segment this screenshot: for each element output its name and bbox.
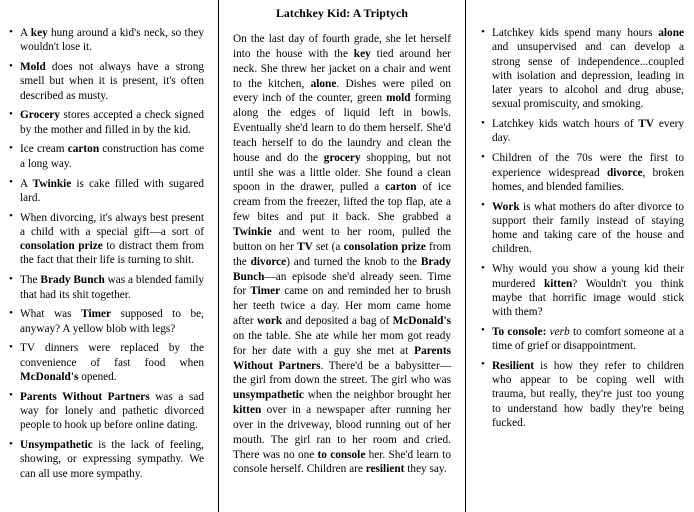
list-item: • Why would you show a young kid their murdered kitten? Wouldn't you think maybe that horrific image would stick with them? xyxy=(480,262,684,319)
right-column xyxy=(466,0,694,512)
list-item: • When divorcing, it's always best present a child with a special gift—a sort of consolation prize to distract them from the fact that their life is turning to shit. xyxy=(8,211,204,268)
list-item: • Parents Without Partners was a sad way for lonely and pathetic divorced people to hook up before online dating. xyxy=(8,390,204,433)
list-item: • What was Timer supposed to be, anyway? A yellow blob with legs? xyxy=(8,307,204,336)
list-item: • Children of the 70s were the first to experience widespread divorce, broken homes, and blended families. xyxy=(480,151,684,194)
list-item: • A Twinkie is cake filled with sugared lard. xyxy=(8,177,204,206)
list-item: • Mold does not always have a strong smell but when it is present, it's often described as musty. xyxy=(8,60,204,103)
left-bullet-list xyxy=(8,26,204,481)
list-item: • To console: verb to comfort someone at a time of grief or disappointment. xyxy=(480,325,684,354)
list-item: • Ice cream carton construction has come a long way. xyxy=(8,142,204,171)
center-column xyxy=(218,0,466,512)
list-item: • Latchkey kids watch hours of TV every day. xyxy=(480,117,684,146)
list-item: • Resilient is how they refer to children who appear to be coping well with trauma, but really, they're just too young to understand how badly they're being fucked. xyxy=(480,359,684,430)
list-item: • The Brady Bunch was a blended family that had its shit together. xyxy=(8,273,204,302)
list-item: • Work is what mothers do after divorce to support their family instead of staying home and taking care of the house and children. xyxy=(480,200,684,257)
page-title: Latchkey Kid: A Triptych xyxy=(275,6,409,20)
list-item: • TV dinners were replaced by the convenience of fast food when McDonald's opened. xyxy=(8,341,204,384)
list-item: • Unsympathetic is the lack of feeling, showing, or expressing sympathy. We can all use more sympathy. xyxy=(8,438,204,481)
right-bullet-list xyxy=(480,26,684,430)
story-paragraph: On the last day of fourth grade, she let herself into the house with the key tied around her neck. She threw her jacket on a chair and went to the kitchen, alone. Dishes were piled on every inch of the counter, green mold forming along the edges of liquid left in bowls. Eventually she'd learn to do them herself. She'd teach herself to do the laundry and clean the house and do the grocery shopping, but not until she was a little older. She found a clean spoon in the drawer, pulled a carton of ice cream from the freezer, lifted the top flap, ate a few bites and put it back. She grabbed a Twinkie and went to her room, pulled the button on her TV set (a consolation prize from the divorce) and turned the knob to the Brady Bunch—an episode she'd already seen. Time for Timer came on and reminded her to brush her teeth twice a day. Her mom came home after work and deposited a bag of McDonald's on the table. She ate while her mom got ready for her date with a guy she met at Parents Without Partners. There'd be a babysitter—the girl from down the street. The girl who was unsympathetic when the neighbor brought her kitten over in a newspaper after running her over in the driveway, blood running out of her mouth. The girl ran to her room and cried. There was no one to console her. She'd learn to console herself. Children are resilient they say. xyxy=(233,33,452,476)
left-column xyxy=(0,0,218,512)
list-item: • A key hung around a kid's neck, so they wouldn't lose it. xyxy=(8,26,204,55)
list-item: • Grocery stores accepted a check signed by the mother and filled in by the kid. xyxy=(8,108,204,137)
list-item: • Latchkey kids spend many hours alone and unsupervised and can develop a strong sense of independence...coupled with isolation and depression, leading in later years to alcohol and drug abuse, sexual promiscuity, and smoking. xyxy=(480,26,684,112)
